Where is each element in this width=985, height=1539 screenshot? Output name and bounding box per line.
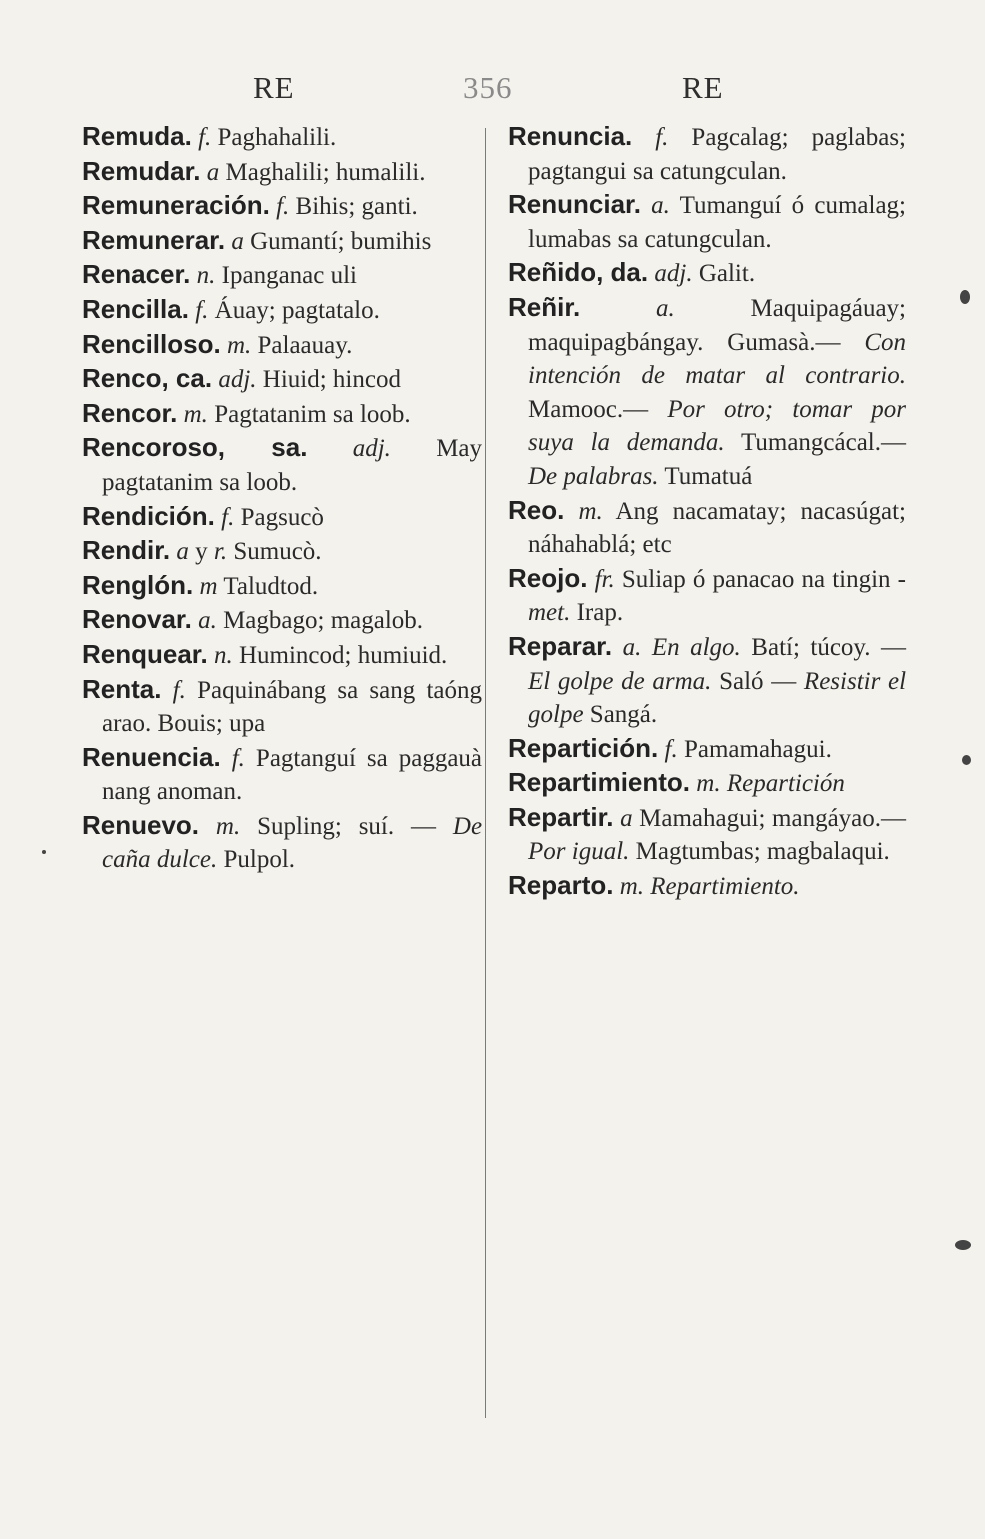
- entry-definition: Sumucò.: [233, 538, 322, 566]
- dictionary-entry: [82, 189, 482, 224]
- dictionary-entry: [508, 120, 906, 188]
- entry-definition: Palaauay.: [257, 331, 353, 359]
- header-left-guide-word: RE: [253, 70, 295, 105]
- entry-italic-text: Repartición: [726, 770, 845, 798]
- entry-italic-text: r.: [213, 538, 228, 566]
- entry-headword: Renunciar.: [508, 189, 641, 220]
- dictionary-entry: [82, 431, 482, 499]
- entry-headword: Rendir.: [82, 535, 171, 566]
- entry-headword: Rencor.: [82, 397, 178, 428]
- entry-definition: Pagtatanim sa loob.: [214, 400, 411, 428]
- entry-italic-text: Con intención de matar al contrario.: [528, 328, 907, 390]
- entry-definition: Ang nacamatay; nacasúgat; náhahablá; etc: [528, 497, 906, 559]
- dictionary-entry: [508, 732, 906, 767]
- entry-definition: Mamahagui; mangáyao.—: [639, 804, 907, 832]
- entry-italic-text: Resistir el golpe: [528, 667, 907, 729]
- entry-italic-text: Por otro; tomar por suya la demanda.: [528, 395, 907, 457]
- dictionary-entry: [82, 638, 482, 673]
- entry-headword: Reñido, da.: [508, 257, 649, 288]
- scan-speck: [42, 850, 46, 854]
- dictionary-entry: [508, 291, 906, 494]
- entry-italic-text: adj.: [654, 260, 693, 288]
- entry-definition: Maquipagáuay; maquipagbángay. Gumasà.—: [528, 294, 907, 356]
- entry-headword: Renquear.: [82, 638, 208, 669]
- dictionary-entry: [508, 630, 906, 732]
- entry-italic-text: a.: [622, 633, 642, 661]
- entry-italic-text: f.: [195, 296, 209, 324]
- entry-definition: Tumangcácal.—: [740, 429, 906, 457]
- dictionary-entry: [82, 328, 482, 363]
- dictionary-entry: [508, 801, 906, 869]
- entry-definition: Pagcalag; paglabas; pagtangui sa catungculan.: [528, 124, 906, 185]
- entry-definition: Magbago; magalob.: [223, 607, 424, 635]
- entry-headword: Remuda.: [82, 121, 192, 151]
- entry-headword: Renacer.: [82, 259, 191, 290]
- entry-definition: Áuay; pagtatalo.: [214, 296, 380, 324]
- entry-definition: Mamooc.—: [528, 395, 649, 423]
- dictionary-entry: [82, 293, 482, 328]
- entry-definition: Pagtanguí sa paggauà nang anoman.: [102, 744, 483, 806]
- entry-italic-text: a.: [651, 192, 670, 220]
- entry-italic-text: f.: [172, 676, 186, 704]
- entry-italic-text: f.: [221, 503, 235, 531]
- entry-headword: Reparto.: [508, 870, 614, 901]
- right-column: [508, 120, 906, 904]
- entry-italic-text: a: [176, 538, 189, 566]
- entry-headword: Reñir.: [508, 291, 581, 322]
- entry-italic-text: adj.: [352, 435, 391, 463]
- dictionary-entry: [82, 534, 482, 569]
- entry-italic-text: m.: [619, 873, 645, 901]
- entry-definition: Bihis; ganti.: [295, 193, 418, 221]
- entry-definition: Suliap ó panacao na tingin -: [621, 565, 906, 593]
- entry-definition: Hiuid; hincod: [262, 366, 401, 394]
- entry-headword: Renuevo.: [82, 809, 200, 840]
- entry-italic-text: m.: [183, 400, 208, 428]
- entry-italic-text: De caña dulce.: [102, 812, 483, 874]
- entry-headword: Renuncia.: [508, 121, 633, 151]
- dictionary-entry: [82, 224, 482, 259]
- entry-definition: Maghalili; humalili.: [225, 158, 426, 186]
- entry-italic-text: m.: [215, 812, 241, 840]
- dictionary-entry: [82, 603, 482, 638]
- entry-definition: Galit.: [698, 260, 756, 288]
- entry-headword: Reo.: [508, 494, 565, 525]
- entry-italic-text: a: [206, 158, 220, 186]
- entry-italic-text: De palabras.: [528, 462, 659, 490]
- entry-italic-text: m: [199, 572, 218, 600]
- running-header: [0, 70, 985, 114]
- entry-headword: Renta.: [82, 673, 162, 704]
- entry-definition: Tumatuá: [664, 462, 753, 490]
- dictionary-entry: [508, 188, 906, 256]
- entry-definition: Saló —: [719, 667, 797, 695]
- dictionary-entry: [82, 362, 482, 397]
- entry-definition: Gumantí; bumihis: [250, 227, 432, 255]
- entry-italic-text: a: [231, 227, 244, 255]
- entry-italic-text: m.: [578, 497, 603, 525]
- dictionary-entry: [508, 256, 906, 291]
- dictionary-entry: [82, 397, 482, 432]
- entry-headword: Repartición.: [508, 732, 659, 763]
- entry-italic-text: El golpe de arma.: [528, 667, 712, 695]
- column-divider: [485, 128, 486, 1418]
- entry-italic-text: f.: [231, 744, 245, 772]
- entry-definition: Paghahalili.: [217, 124, 337, 151]
- dictionary-entry: [82, 500, 482, 535]
- entry-definition: Sangá.: [589, 701, 658, 729]
- entry-italic-text: m.: [696, 770, 721, 798]
- entry-italic-text: a.: [198, 607, 217, 635]
- entry-definition: —: [411, 812, 437, 840]
- header-right-guide-word: RE: [682, 70, 724, 105]
- entry-headword: Rendición.: [82, 500, 215, 531]
- entry-italic-text: m.: [226, 331, 252, 359]
- entry-definition: Pulpol.: [223, 846, 296, 874]
- entry-headword: Repartimiento.: [508, 767, 691, 798]
- entry-headword: Renglón.: [82, 569, 194, 600]
- dictionary-entry: [508, 494, 906, 562]
- entry-headword: Renovar.: [82, 604, 192, 635]
- entry-definition: Taludtod.: [223, 572, 319, 600]
- entry-italic-text: adj.: [218, 366, 257, 394]
- entry-italic-text: f.: [664, 735, 678, 763]
- entry-headword: Remudar.: [82, 155, 201, 186]
- entry-italic-text: Por igual.: [528, 838, 630, 866]
- entry-definition: Supling; suí.: [257, 812, 395, 840]
- entry-italic-text: met.: [528, 599, 571, 627]
- entry-headword: Remunerar.: [82, 224, 226, 255]
- entry-italic-text: f.: [655, 124, 669, 151]
- entry-headword: Repartir.: [508, 801, 614, 832]
- entry-italic-text: n.: [213, 641, 233, 669]
- entry-definition: Batí; túcoy. —: [751, 633, 907, 661]
- dictionary-entry: [82, 809, 482, 877]
- entry-italic-text: En algo.: [651, 633, 741, 661]
- entry-definition: Ipanganac uli: [221, 262, 358, 290]
- entry-headword: Reojo.: [508, 562, 588, 593]
- scan-speck: [955, 1240, 971, 1250]
- dictionary-entry: [82, 673, 482, 741]
- page-number: 356: [463, 70, 513, 105]
- entry-definition: Paquinábang sa sang taóng arao. Bouis; upa: [102, 676, 482, 738]
- dictionary-entry: [508, 562, 906, 630]
- entry-headword: Reparar.: [508, 630, 613, 661]
- entry-italic-text: f.: [276, 193, 290, 221]
- entry-definition: May pagtatanim sa loob.: [102, 435, 483, 496]
- entry-italic-text: f.: [198, 124, 212, 151]
- dictionary-entry: [508, 869, 906, 904]
- dictionary-entry: [82, 569, 482, 604]
- entry-italic-text: fr.: [594, 565, 615, 593]
- entry-definition: Humincod; humiuid.: [238, 641, 448, 669]
- entry-definition: y: [195, 538, 208, 566]
- entry-headword: Renuencia.: [82, 741, 221, 772]
- scan-speck: [960, 290, 970, 304]
- entry-definition: Tumanguí ó cumalag; lumabas sa catungculan.: [528, 192, 906, 253]
- entry-headword: Rencoroso, sa.: [82, 432, 308, 463]
- entry-headword: Remuneración.: [82, 190, 270, 221]
- entry-headword: Rencilla.: [82, 293, 189, 324]
- dictionary-entry: [82, 155, 482, 190]
- entry-headword: Rencilloso.: [82, 328, 221, 359]
- entry-italic-text: n.: [196, 262, 216, 290]
- entry-definition: Irap.: [576, 599, 624, 627]
- entry-headword: Renco, ca.: [82, 363, 213, 394]
- dictionary-entry: [82, 120, 482, 155]
- entry-definition: Pagsucò: [240, 503, 324, 531]
- left-column: [82, 120, 482, 877]
- entry-italic-text: a.: [656, 294, 675, 322]
- dictionary-entry: [82, 258, 482, 293]
- entry-definition: Pamamahagui.: [683, 735, 832, 763]
- scan-speck: [962, 755, 971, 765]
- entry-definition: Magtumbas; magbalaqui.: [635, 838, 890, 866]
- dictionary-entry: [508, 766, 906, 801]
- entry-italic-text: a: [620, 804, 633, 832]
- entry-italic-text: Repartimiento.: [650, 873, 800, 901]
- dictionary-entry: [82, 741, 482, 809]
